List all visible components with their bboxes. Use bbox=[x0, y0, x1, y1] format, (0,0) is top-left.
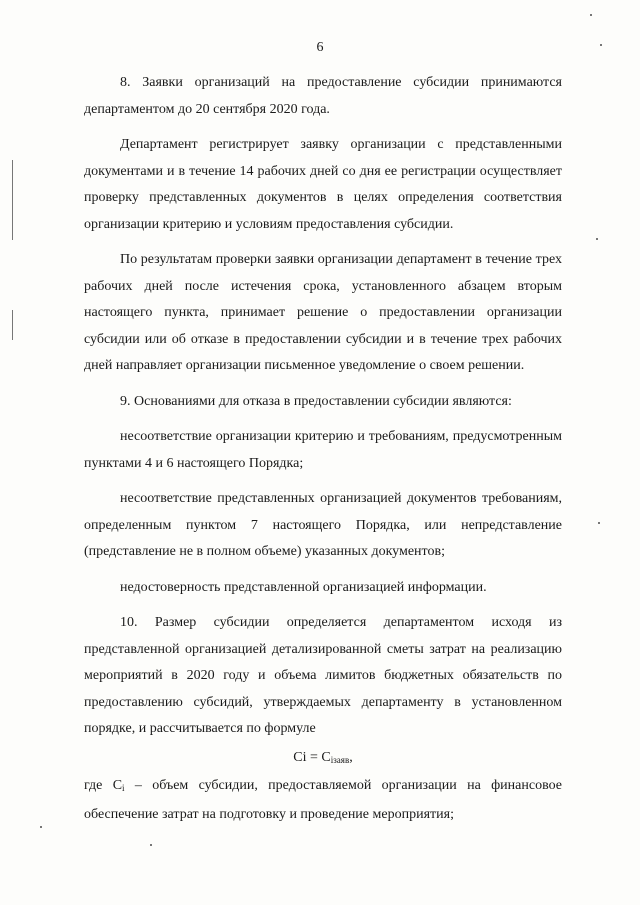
definition-subscript: i bbox=[122, 783, 125, 793]
formula-definition bbox=[84, 773, 562, 828]
paragraph-8-decision: По результатам проверки заявки организации департамент в течение трех рабочих дней после истечения срока, установленного абзацем вторым настоящего пункта, принимает решение о предоставлении организации субсидии или об отказе в предоставлении субсидии и в течение трех рабочих дней направляет организации письменное уведомление о своем решении. bbox=[84, 252, 562, 373]
scan-dot bbox=[598, 522, 600, 524]
paragraph-9: 9. Основаниями для отказа в предоставлении субсидии являются: bbox=[120, 393, 512, 409]
page-number: 6 bbox=[316, 40, 324, 55]
formula-left: Ci = C bbox=[293, 749, 331, 765]
paragraph-10: 10. Размер субсидии определяется департаментом исходя из представленной организацией детализированной сметы затрат на реализацию мероприятий в 2020 году и объема лимитов бюджетных обязательств по предоставлению субсидий, утверждаемых департаменту в установленном порядке, и рассчитывается по формуле bbox=[84, 615, 562, 736]
formula-subscript: iзаяв bbox=[330, 754, 350, 765]
scan-dot bbox=[150, 844, 152, 846]
scan-dot bbox=[596, 238, 598, 240]
definition-text: – объем субсидии, предоставляемой организации на финансовое обеспечение затрат на подготовку и проведение мероприятия; bbox=[84, 778, 562, 822]
document-body bbox=[84, 70, 562, 828]
scan-dot bbox=[40, 826, 42, 828]
formula-tail: , bbox=[349, 749, 353, 765]
paragraph-8: 8. Заявки организаций на предоставление субсидии принимаются департаментом до 20 сентября 2020 года. bbox=[84, 75, 562, 117]
subsidy-formula bbox=[84, 745, 562, 774]
paragraph-8-registration: Департамент регистрирует заявку организации с представленными документами и в течение 14 рабочих дней со дня ее регистрации осуществляет проверку представленных документов в целях определения соответствия организации критерию и условиям предоставления субсидии. bbox=[84, 137, 562, 232]
paragraph-9-reason-1: несоответствие организации критерию и требованиям, предусмотренным пунктами 4 и 6 настоящего Порядка; bbox=[84, 429, 562, 471]
definition-lead: где C bbox=[84, 778, 123, 793]
scan-margin-line bbox=[12, 160, 13, 240]
scan-margin-line-lower bbox=[12, 310, 13, 340]
scan-dot bbox=[590, 14, 592, 16]
scan-dot bbox=[600, 44, 602, 46]
paragraph-9-reason-2: несоответствие представленных организацией документов требованиям, определенным пунктом 7 настоящего Порядка, или непредставление (представление не в полном объеме) указанных документов; bbox=[84, 491, 562, 559]
paragraph-9-reason-3: недостоверность представленной организацией информации. bbox=[120, 579, 487, 595]
